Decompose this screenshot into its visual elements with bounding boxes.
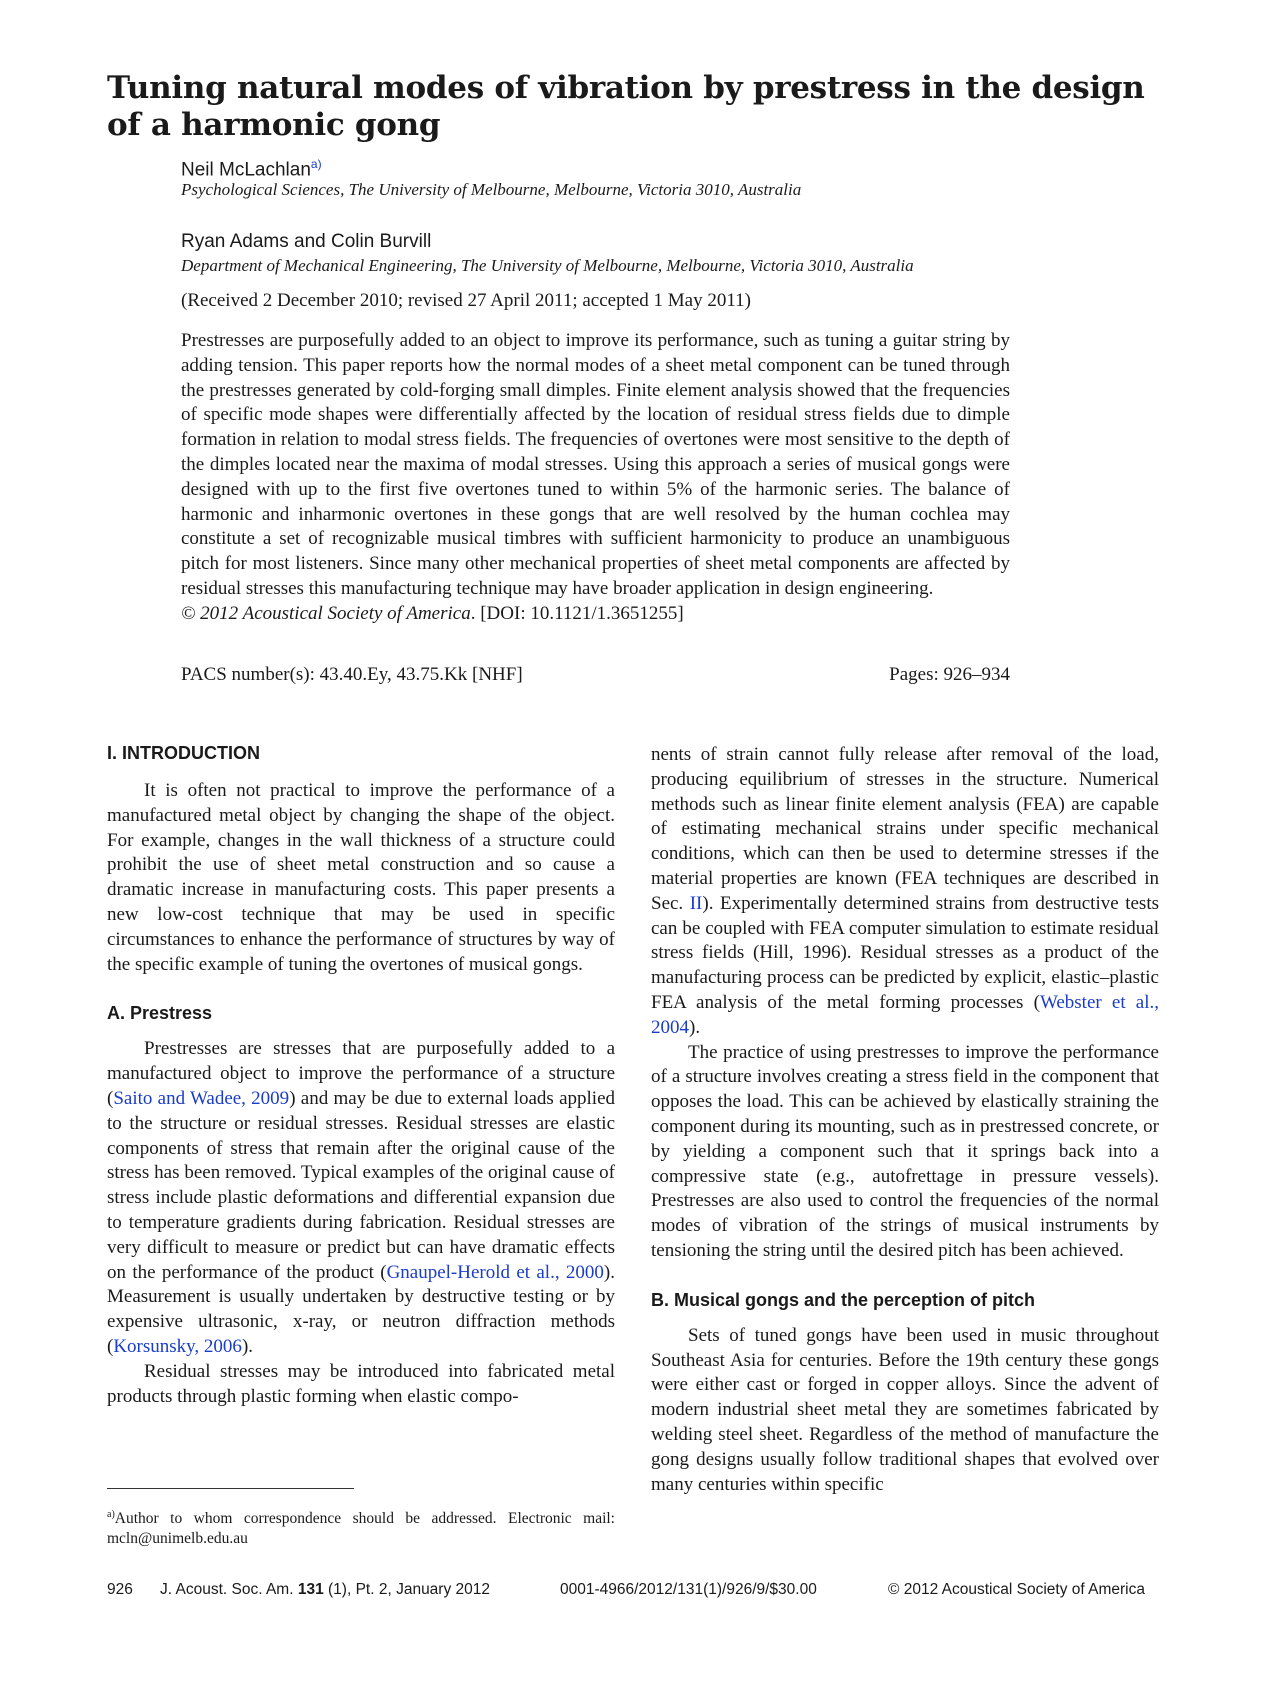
abstract-doi[interactable]: . [DOI: 10.1121/1.3651255] — [470, 602, 684, 624]
section-link-ii[interactable]: II — [689, 892, 703, 914]
residual-stress-paragraph: Residual stresses may be introduced into fabricated metal products through plastic forming when elastic compo- — [107, 1360, 615, 1407]
prestress-text-c: ). Measurement is usually undertaken by destructive testing or by expensive ultrasonic, x-ray, or neutron diffraction methods ( — [107, 1261, 615, 1357]
right-text-c: ). — [689, 1016, 701, 1038]
pacs-numbers: PACS number(s): 43.40.Ey, 43.75.Kk [NHF] — [181, 664, 523, 685]
right-text-a: nents of strain cannot fully release after removal of the load, producing equilibrium of stresses in the structure. Numerical methods such as linear finite element analysis (FEA) are capable of estimating mechanical strains under specific mechanical conditions, which can then be used to determine stresses if the material properties are known (FEA techniques are described in Sec. — [651, 744, 1159, 914]
footer-copyright: © 2012 Acoustical Society of America — [888, 1581, 1145, 1598]
footnote-divider — [107, 1488, 354, 1489]
prestress-text-d: ). — [241, 1335, 254, 1357]
abstract-text: Prestresses are purposefully added to an object to improve its performance, such as tuning a guitar string by adding tension. This paper reports how the normal modes of a sheet metal component can be tuned through the prestresses generated by cold-forging small dimples. Finite element analysis showed that the frequencies of specific mode shapes were differentially affected by the location of residual stress fields due to dimple formation in relation to modal stress fields. The frequencies of overtones were most sensitive to the depth of the dimples located near the maxima of modal stresses. Using this approach a series of musical gongs were designed with up to the first five overtones tuned to within 5% of the harmonic series. The balance of harmonic and inharmonic overtones in these gongs that are well resolved by the human cochlea may constitute a set of recognizable musical timbres with sufficient harmonicity to produce an unambiguous pitch for most listeners. Since many other mechanical properties of sheet metal components are affected by residual stresses this manufacturing technique may have broader application in design engineering. — [181, 330, 1010, 599]
right-paragraph-2: The practice of using prestresses to improve the performance of a structure involves creating a stress field in the component that opposes the load. This can be achieved by elastically straining the component during its mounting, such as in prestressed concrete, or by yielding a component such that it springs back into a compressive state (e.g., autofrettage in pressure vessels). Prestresses are also used to control the frequencies of the normal modes of vibration of the strings of musical instruments by tensioning the string until the desired pitch has been achieved. — [651, 1041, 1159, 1261]
footnote — [107, 1505, 615, 1549]
prestress-text-a: Prestresses are stresses that are purposefully added to a manufactured object to improve the performance of a structure ( — [107, 1038, 615, 1109]
section-heading-gongs: B. Musical gongs and the perception of pitch — [651, 1289, 1036, 1310]
citation-gnaupel-herold[interactable]: Gnaupel-Herold et al., 2000 — [386, 1261, 604, 1283]
paper-title: Tuning natural modes of vibration by prestress in the design of a harmonic gong — [107, 70, 1145, 143]
citation-korsunsky[interactable]: Korsunsky, 2006 — [113, 1335, 242, 1357]
left-column — [107, 741, 615, 1409]
author-1 — [181, 157, 322, 181]
page-range: Pages: 926–934 — [889, 664, 1010, 685]
author-2: Ryan Adams and Colin Burvill — [181, 231, 432, 252]
author-2-affiliation: Department of Mechanical Engineering, The University of Melbourne, Melbourne, Victoria 3010, Australia — [181, 256, 914, 275]
footnote-mark: a) — [107, 1509, 115, 1520]
right-text-b: ). Experimentally determined strains from destructive tests can be coupled with FEA computer simulation to estimate residual stress fields (Hill, 1996). Residual stresses as a product of the manufacturing process can be predicted by explicit, elastic–plastic FEA analysis of the metal forming processes ( — [651, 892, 1159, 1013]
footer-journal — [160, 1581, 490, 1599]
footer-page-number: 926 — [107, 1581, 133, 1598]
footnote-text: Author to whom correspondence should be addressed. Electronic mail: mcln@unimelb.edu.au — [107, 1510, 615, 1548]
section-heading-introduction: I. INTRODUCTION — [107, 743, 260, 763]
author-1-name: Neil McLachlan — [181, 159, 311, 181]
footer-issue: (1), Pt. 2, January 2012 — [323, 1581, 491, 1598]
received-dates: (Received 2 December 2010; revised 27 April 2011; accepted 1 May 2011) — [181, 290, 751, 311]
citation-saito-wadee[interactable]: Saito and Wadee, 2009 — [113, 1087, 290, 1109]
prestress-text-b: ) and may be due to external loads applied to the structure or residual stresses. Residual stresses are elastic components of stress that remain after the original cause of the stress has been removed. Typical examples of the original cause of stress include plastic deformations and differential expansion due to temperature gradients during fabrication. Residual stresses are very difficult to measure or predict but can have dramatic effects on the performance of the product ( — [107, 1087, 615, 1283]
footer-journal-name: J. Acoust. Soc. Am. — [160, 1581, 298, 1598]
footer-volume: 131 — [297, 1581, 324, 1598]
abstract — [181, 329, 1010, 627]
abstract-copyright: © 2012 Acoustical Society of America — [181, 602, 471, 624]
prestress-paragraph — [107, 1037, 615, 1359]
author-1-affiliation: Psychological Sciences, The University of Melbourne, Melbourne, Victoria 3010, Australia — [181, 180, 802, 199]
gongs-paragraph: Sets of tuned gongs have been used in music throughout Southeast Asia for centuries. Before the 19th century these gongs were either cast or forged in copper alloys. Since the advent of modern industrial sheet metal they are sometimes fabricated by welding steel sheet. Regardless of the method of manufacture the gong designs usually follow traditional shapes that evolved over many centuries within specific — [651, 1324, 1159, 1495]
citation-webster[interactable]: Webster et al., 2004 — [651, 991, 1160, 1038]
right-column — [651, 743, 1159, 1497]
section-heading-prestress: A. Prestress — [107, 1003, 213, 1024]
right-paragraph-1 — [651, 743, 1159, 1041]
intro-paragraph: It is often not practical to improve the performance of a manufactured metal object by changing the shape of the object. For example, changes in the wall thickness of a structure could prohibit the use of sheet metal construction and so cause a dramatic increase in manufacturing costs. This paper presents a new low-cost technique that may be used in specific circumstances to enhance the performance of structures by way of the specific example of tuning the overtones of musical gongs. — [107, 780, 615, 975]
author-1-mark[interactable]: a) — [310, 157, 322, 171]
footer-article-code: 0001-4966/2012/131(1)/926/9/$30.00 — [560, 1581, 817, 1598]
